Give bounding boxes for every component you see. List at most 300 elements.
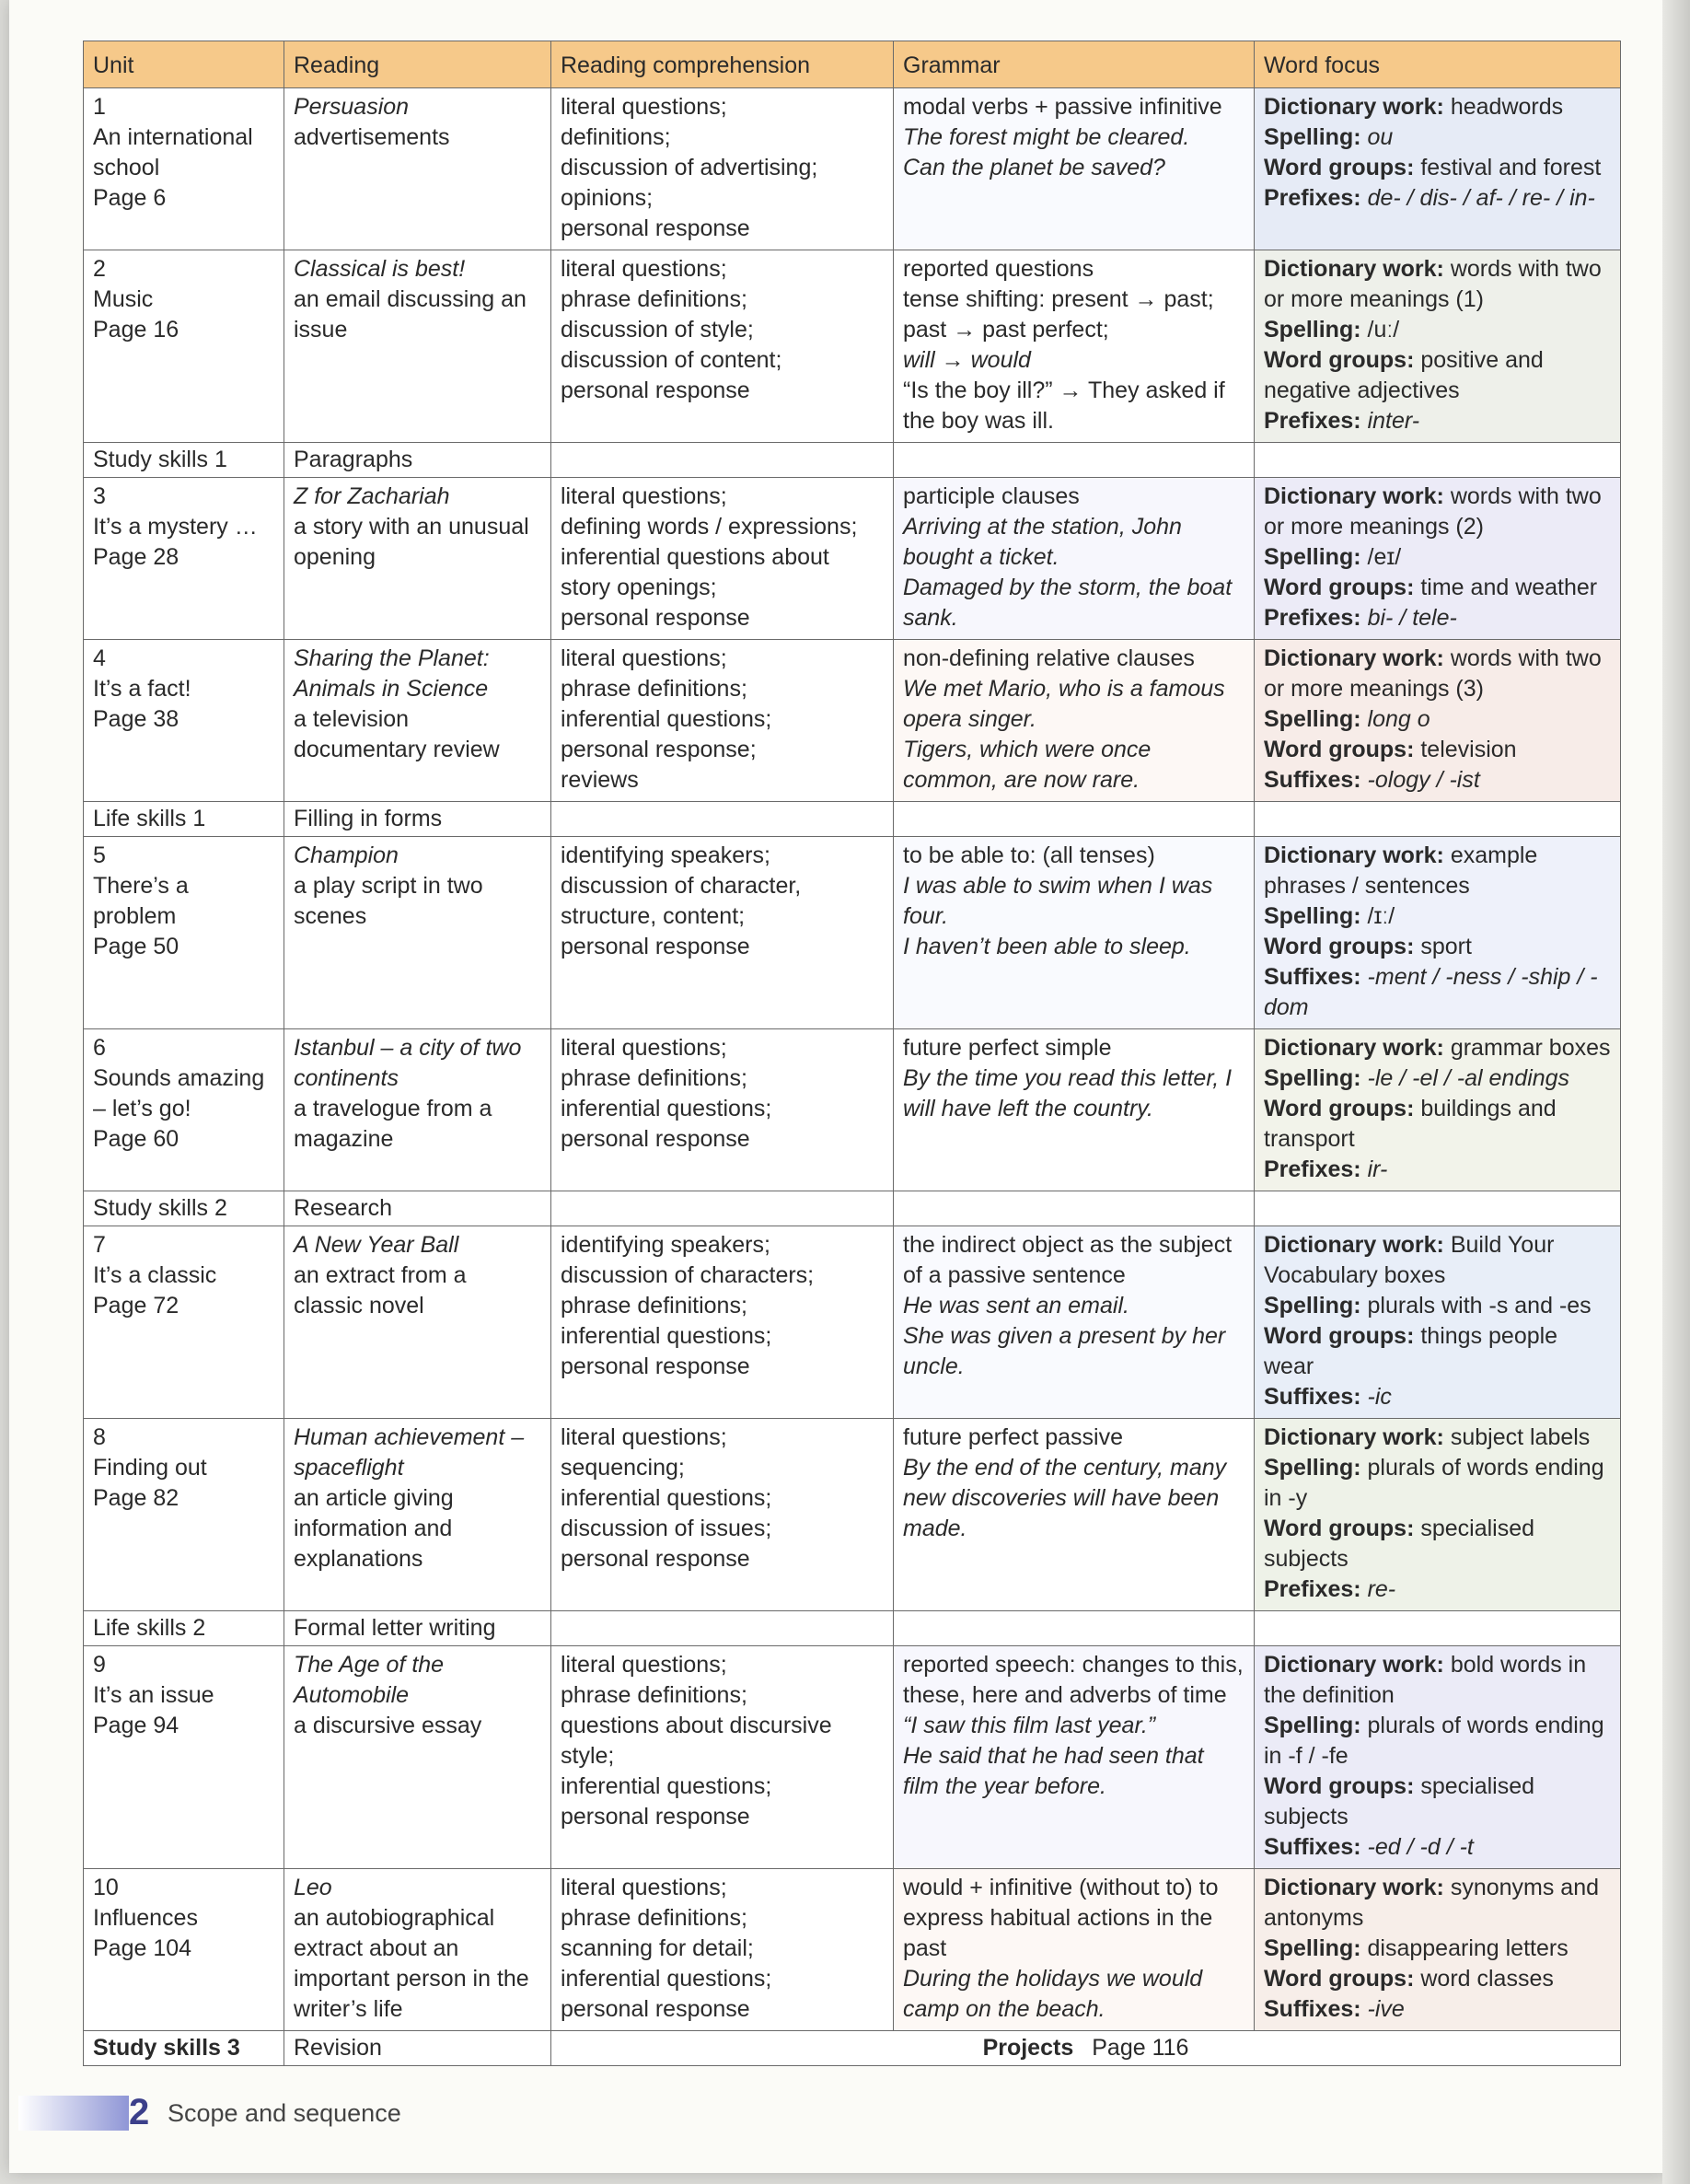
- comprehension-line: personal response: [561, 1546, 750, 1572]
- word-focus-value: -le / -el / -al endings: [1367, 1065, 1570, 1091]
- header-grammar: Grammar: [894, 41, 1255, 88]
- reading-cell: [284, 88, 551, 250]
- word-focus-value: positive and negative adjectives: [1264, 347, 1544, 403]
- word-focus-value: synonyms and antonyms: [1264, 1875, 1600, 1931]
- grammar-line: By the end of the century, many new discoveries will have been made.: [903, 1455, 1227, 1541]
- unit-row: [84, 1029, 1621, 1191]
- word-focus-label: Word groups:: [1264, 1516, 1415, 1541]
- word-focus-cell: [1255, 1869, 1621, 2031]
- word-focus-value: -ive: [1367, 1996, 1405, 2022]
- reading-line: Z for Zachariah: [294, 483, 450, 509]
- word-focus-value: subject labels: [1450, 1424, 1591, 1450]
- grammar-cell: [894, 1029, 1255, 1191]
- scope-table: [83, 41, 1621, 2066]
- unit-cell: [84, 88, 284, 250]
- word-focus-line: [1264, 183, 1611, 214]
- word-focus-label: Prefixes:: [1264, 605, 1361, 631]
- page-footer: [18, 2090, 939, 2136]
- word-focus-line: [1264, 1711, 1611, 1772]
- word-focus-cell: [1255, 478, 1621, 640]
- skills-label: Life skills 1: [84, 802, 284, 837]
- final-skills-label: Study skills 3: [84, 2031, 284, 2066]
- grammar-line: tense shifting: present → past; past → past perfect;: [903, 286, 1214, 343]
- comprehension-cell: [551, 837, 894, 1029]
- word-focus-line: [1264, 644, 1611, 704]
- word-focus-value: bi- / tele-: [1367, 605, 1457, 631]
- reading-line: an autobiographical extract about an important person in the writer’s life: [294, 1905, 529, 2022]
- word-focus-label: Spelling:: [1264, 903, 1361, 929]
- reading-cell: [284, 478, 551, 640]
- word-focus-cell: [1255, 88, 1621, 250]
- reading-line: A New Year Ball: [294, 1232, 459, 1258]
- comprehension-line: inferential questions about story openings;: [561, 544, 829, 600]
- unit-cell: [84, 1029, 284, 1191]
- grammar-line: will → would: [903, 347, 1031, 373]
- grammar-cell: [894, 1646, 1255, 1869]
- word-focus-label: Dictionary work:: [1264, 1035, 1444, 1061]
- word-focus-label: Suffixes:: [1264, 1384, 1361, 1410]
- grammar-cell: [894, 88, 1255, 250]
- reading-line: a television documentary review: [294, 706, 500, 762]
- word-focus-label: Prefixes:: [1264, 1156, 1361, 1182]
- comprehension-line: literal questions;: [561, 1424, 727, 1450]
- grammar-line: would + infinitive (without to) to express habitual actions in the past: [903, 1875, 1219, 1961]
- word-focus-label: Spelling:: [1264, 1293, 1361, 1319]
- header-row: [84, 41, 1621, 88]
- empty-cell: [894, 802, 1255, 837]
- reading-line: a story with an unusual opening: [294, 514, 529, 570]
- word-focus-value: /ɪː/: [1367, 903, 1395, 929]
- word-focus-value: de- / dis- / af- / re- / in-: [1367, 185, 1595, 211]
- word-focus-line: [1264, 1574, 1611, 1605]
- grammar-line: She was given a present by her uncle.: [903, 1323, 1226, 1379]
- empty-cell: [551, 443, 894, 478]
- comprehension-line: discussion of content;: [561, 347, 782, 373]
- comprehension-line: discussion of characters;: [561, 1262, 815, 1288]
- reading-cell: [284, 1029, 551, 1191]
- word-focus-line: [1264, 1514, 1611, 1574]
- unit-title: It’s a classic: [93, 1262, 217, 1288]
- word-focus-label: Suffixes:: [1264, 1996, 1361, 2022]
- grammar-line: non-defining relative clauses: [903, 645, 1195, 671]
- word-focus-line: [1264, 1423, 1611, 1453]
- reading-line: Persuasion: [294, 94, 410, 120]
- empty-cell: [1255, 802, 1621, 837]
- comprehension-cell: [551, 1869, 894, 2031]
- table-body: [84, 88, 1621, 2066]
- unit-cell: [84, 250, 284, 443]
- comprehension-line: literal questions;: [561, 1652, 727, 1678]
- word-focus-value: television: [1420, 737, 1517, 762]
- word-focus-cell: [1255, 1646, 1621, 1869]
- word-focus-label: Spelling:: [1264, 544, 1361, 570]
- word-focus-cell: [1255, 837, 1621, 1029]
- unit-row: [84, 478, 1621, 640]
- unit-cell: [84, 1419, 284, 1611]
- word-focus-value: inter-: [1367, 408, 1420, 434]
- comprehension-line: discussion of issues;: [561, 1516, 772, 1541]
- word-focus-label: Dictionary work:: [1264, 483, 1444, 509]
- header-reading-comprehension: Reading comprehension: [551, 41, 894, 88]
- page-number: 2: [129, 2092, 150, 2132]
- header-reading: Reading: [284, 41, 551, 88]
- word-focus-line: [1264, 1033, 1611, 1063]
- unit-title: An international school: [93, 124, 253, 180]
- grammar-cell: [894, 640, 1255, 802]
- grammar-line: Can the planet be saved?: [903, 155, 1165, 180]
- unit-title: Influences: [93, 1905, 198, 1931]
- empty-cell: [551, 1191, 894, 1226]
- comprehension-line: personal response: [561, 215, 750, 241]
- unit-cell: [84, 837, 284, 1029]
- word-focus-value: plurals of words ending in -y: [1264, 1455, 1604, 1511]
- unit-page: Page 60: [93, 1126, 179, 1152]
- word-focus-line: [1264, 1650, 1611, 1711]
- unit-page: Page 94: [93, 1713, 179, 1738]
- skills-row: [84, 443, 1621, 478]
- unit-page: Page 82: [93, 1485, 179, 1511]
- unit-title: It’s an issue: [93, 1682, 214, 1708]
- word-focus-line: [1264, 573, 1611, 603]
- word-focus-value: word classes: [1420, 1966, 1554, 1992]
- comprehension-line: reviews: [561, 767, 639, 793]
- word-focus-line: [1264, 1994, 1611, 2025]
- word-focus-line: [1264, 542, 1611, 573]
- comprehension-line: personal response: [561, 1353, 750, 1379]
- header-word-focus: Word focus: [1255, 41, 1621, 88]
- grammar-line: future perfect simple: [903, 1035, 1112, 1061]
- comprehension-line: identifying speakers;: [561, 842, 770, 868]
- unit-row: [84, 250, 1621, 443]
- comprehension-cell: [551, 1029, 894, 1191]
- word-focus-label: Dictionary work:: [1264, 1232, 1444, 1258]
- word-focus-value: festival and forest: [1420, 155, 1602, 180]
- word-focus-line: [1264, 704, 1611, 735]
- word-focus-label: Word groups:: [1264, 934, 1415, 959]
- grammar-cell: [894, 837, 1255, 1029]
- header-unit: Unit: [84, 41, 284, 88]
- comprehension-line: personal response: [561, 934, 750, 959]
- comprehension-line: personal response: [561, 605, 750, 631]
- comprehension-line: discussion of advertising;: [561, 155, 818, 180]
- reading-line: an email discussing an issue: [294, 286, 527, 343]
- comprehension-line: inferential questions;: [561, 706, 772, 732]
- comprehension-line: discussion of style;: [561, 317, 754, 343]
- unit-page: Page 104: [93, 1935, 192, 1961]
- comprehension-line: inferential questions;: [561, 1485, 772, 1511]
- unit-row: [84, 1646, 1621, 1869]
- unit-row: [84, 1869, 1621, 2031]
- word-focus-label: Spelling:: [1264, 124, 1361, 150]
- unit-row: [84, 88, 1621, 250]
- grammar-line: Arriving at the station, John bought a ticket.: [903, 514, 1182, 570]
- word-focus-value: ir-: [1367, 1156, 1388, 1182]
- word-focus-line: [1264, 1291, 1611, 1321]
- unit-cell: [84, 1869, 284, 2031]
- word-focus-line: [1264, 406, 1611, 436]
- unit-row: [84, 640, 1621, 802]
- comprehension-line: phrase definitions;: [561, 1065, 747, 1091]
- word-focus-line: [1264, 153, 1611, 183]
- word-focus-line: [1264, 932, 1611, 962]
- grammar-line: the indirect object as the subject of a passive sentence: [903, 1232, 1233, 1288]
- page: [9, 0, 1666, 2173]
- word-focus-label: Dictionary work:: [1264, 256, 1444, 282]
- word-focus-line: [1264, 1772, 1611, 1832]
- word-focus-line: [1264, 1832, 1611, 1863]
- word-focus-label: Suffixes:: [1264, 964, 1361, 990]
- unit-row: [84, 1226, 1621, 1419]
- comprehension-line: phrase definitions;: [561, 286, 747, 312]
- word-focus-value: things people wear: [1264, 1323, 1558, 1379]
- unit-cell: [84, 1226, 284, 1419]
- reading-line: Leo: [294, 1875, 332, 1900]
- word-focus-label: Prefixes:: [1264, 408, 1361, 434]
- reading-line: Classical is best!: [294, 256, 466, 282]
- unit-page: Page 16: [93, 317, 179, 343]
- unit-row: [84, 1419, 1621, 1611]
- word-focus-cell: [1255, 1226, 1621, 1419]
- comprehension-line: opinions;: [561, 185, 654, 211]
- word-focus-line: [1264, 345, 1611, 406]
- comprehension-line: personal response: [561, 1126, 750, 1152]
- word-focus-value: long o: [1367, 706, 1430, 732]
- word-focus-value: /uː/: [1367, 317, 1400, 343]
- comprehension-line: phrase definitions;: [561, 676, 747, 702]
- unit-number: 7: [93, 1232, 106, 1258]
- word-focus-line: [1264, 482, 1611, 542]
- comprehension-cell: [551, 1419, 894, 1611]
- comprehension-line: phrase definitions;: [561, 1682, 747, 1708]
- grammar-line: “Is the boy ill?” → They asked if the boy was ill.: [903, 378, 1225, 434]
- word-focus-line: [1264, 1155, 1611, 1185]
- comprehension-line: defining words / expressions;: [561, 514, 858, 540]
- skills-row: [84, 802, 1621, 837]
- word-focus-value: re-: [1367, 1576, 1396, 1602]
- unit-title: It’s a mystery …: [93, 514, 258, 540]
- unit-number: 1: [93, 94, 106, 120]
- word-focus-label: Spelling:: [1264, 1455, 1361, 1481]
- word-focus-line: [1264, 1873, 1611, 1934]
- reading-cell: [284, 1226, 551, 1419]
- comprehension-line: literal questions;: [561, 645, 727, 671]
- word-focus-label: Spelling:: [1264, 1065, 1361, 1091]
- projects-label: Projects: [982, 2035, 1074, 2061]
- unit-title: There’s a problem: [93, 873, 189, 929]
- skills-reading: Paragraphs: [284, 443, 551, 478]
- comprehension-line: literal questions;: [561, 94, 727, 120]
- word-focus-line: [1264, 1321, 1611, 1382]
- grammar-line: I was able to swim when I was four.: [903, 873, 1213, 929]
- grammar-line: During the holidays we would camp on the beach.: [903, 1966, 1203, 2022]
- reading-line: an extract from a classic novel: [294, 1262, 467, 1319]
- unit-cell: [84, 478, 284, 640]
- unit-number: 8: [93, 1424, 106, 1450]
- word-focus-line: [1264, 1964, 1611, 1994]
- unit-number: 6: [93, 1035, 106, 1061]
- comprehension-line: literal questions;: [561, 1875, 727, 1900]
- word-focus-label: Word groups:: [1264, 737, 1415, 762]
- word-focus-label: Word groups:: [1264, 155, 1415, 180]
- comprehension-cell: [551, 1646, 894, 1869]
- grammar-cell: [894, 1419, 1255, 1611]
- comprehension-line: inferential questions;: [561, 1966, 772, 1992]
- grammar-line: reported questions: [903, 256, 1094, 282]
- comprehension-line: personal response: [561, 1804, 750, 1830]
- unit-page: Page 28: [93, 544, 179, 570]
- word-focus-line: [1264, 122, 1611, 153]
- unit-row: [84, 837, 1621, 1029]
- grammar-line: participle clauses: [903, 483, 1080, 509]
- grammar-line: future perfect passive: [903, 1424, 1124, 1450]
- word-focus-value: Build Your Vocabulary boxes: [1264, 1232, 1555, 1288]
- reading-line: The Age of the Automobile: [294, 1652, 445, 1708]
- word-focus-value: grammar boxes: [1450, 1035, 1611, 1061]
- reading-cell: [284, 1419, 551, 1611]
- comprehension-line: literal questions;: [561, 1035, 727, 1061]
- comprehension-line: questions about discursive style;: [561, 1713, 832, 1769]
- word-focus-line: [1264, 1382, 1611, 1412]
- comprehension-line: inferential questions;: [561, 1096, 772, 1121]
- word-focus-line: [1264, 92, 1611, 122]
- skills-label: Life skills 2: [84, 1611, 284, 1646]
- comprehension-cell: [551, 478, 894, 640]
- unit-number: 4: [93, 645, 106, 671]
- final-row: [84, 2031, 1621, 2066]
- reading-cell: [284, 250, 551, 443]
- unit-number: 9: [93, 1652, 106, 1678]
- comprehension-cell: [551, 88, 894, 250]
- empty-cell: [894, 1611, 1255, 1646]
- skills-reading: Formal letter writing: [284, 1611, 551, 1646]
- word-focus-label: Word groups:: [1264, 1773, 1415, 1799]
- word-focus-label: Dictionary work:: [1264, 842, 1444, 868]
- word-focus-value: words with two or more meanings (2): [1264, 483, 1602, 540]
- grammar-cell: [894, 1869, 1255, 2031]
- word-focus-line: [1264, 1063, 1611, 1094]
- word-focus-value: plurals with -s and -es: [1367, 1293, 1592, 1319]
- grammar-line: Damaged by the storm, the boat sank.: [903, 575, 1233, 631]
- word-focus-label: Dictionary work:: [1264, 1424, 1444, 1450]
- word-focus-line: [1264, 735, 1611, 765]
- reading-line: Champion: [294, 842, 399, 868]
- word-focus-label: Dictionary work:: [1264, 1652, 1444, 1678]
- word-focus-label: Dictionary work:: [1264, 1875, 1444, 1900]
- word-focus-value: headwords: [1450, 94, 1564, 120]
- reading-line: an article giving information and explanations: [294, 1485, 454, 1572]
- word-focus-label: Word groups:: [1264, 347, 1415, 373]
- reading-cell: [284, 1646, 551, 1869]
- comprehension-line: personal response;: [561, 737, 757, 762]
- comprehension-line: inferential questions;: [561, 1323, 772, 1349]
- section-title: Scope and sequence: [168, 2099, 401, 2127]
- grammar-cell: [894, 250, 1255, 443]
- reading-line: Human achievement – spaceflight: [294, 1424, 525, 1481]
- projects-page: Page 116: [1092, 2035, 1189, 2061]
- unit-number: 5: [93, 842, 106, 868]
- word-focus-label: Word groups:: [1264, 1966, 1415, 1992]
- word-focus-label: Spelling:: [1264, 317, 1361, 343]
- grammar-line: By the time you read this letter, I will have left the country.: [903, 1065, 1233, 1121]
- unit-cell: [84, 640, 284, 802]
- word-focus-value: buildings and transport: [1264, 1096, 1557, 1152]
- page-edge: [1662, 0, 1690, 2184]
- word-focus-value: plurals of words ending in -f / -fe: [1264, 1713, 1604, 1769]
- comprehension-line: sequencing;: [561, 1455, 685, 1481]
- word-focus-value: -ment / -ness / -ship / -dom: [1264, 964, 1598, 1020]
- reading-line: a discursive essay: [294, 1713, 482, 1738]
- word-focus-label: Spelling:: [1264, 706, 1361, 732]
- reading-line: Sharing the Planet: Animals in Science: [294, 645, 490, 702]
- reading-line: a travelogue from a magazine: [294, 1096, 492, 1152]
- word-focus-line: [1264, 962, 1611, 1023]
- unit-cell: [84, 1646, 284, 1869]
- unit-page: Page 72: [93, 1293, 179, 1319]
- word-focus-value: specialised subjects: [1264, 1773, 1535, 1830]
- comprehension-cell: [551, 250, 894, 443]
- unit-page: Page 50: [93, 934, 179, 959]
- grammar-line: I haven’t been able to sleep.: [903, 934, 1191, 959]
- reading-cell: [284, 1869, 551, 2031]
- word-focus-label: Word groups:: [1264, 575, 1415, 600]
- unit-number: 3: [93, 483, 106, 509]
- empty-cell: [894, 1191, 1255, 1226]
- footer-accent-bar: [18, 2096, 129, 2131]
- word-focus-label: Prefixes:: [1264, 1576, 1361, 1602]
- unit-page: Page 38: [93, 706, 179, 732]
- skills-reading: Research: [284, 1191, 551, 1226]
- skills-row: [84, 1191, 1621, 1226]
- word-focus-label: Suffixes:: [1264, 1834, 1361, 1860]
- reading-cell: [284, 640, 551, 802]
- comprehension-line: definitions;: [561, 124, 671, 150]
- grammar-cell: [894, 1226, 1255, 1419]
- word-focus-value: specialised subjects: [1264, 1516, 1535, 1572]
- final-reading: Revision: [284, 2031, 551, 2066]
- word-focus-value: ou: [1367, 124, 1394, 150]
- comprehension-line: literal questions;: [561, 256, 727, 282]
- word-focus-value: bold words in the definition: [1264, 1652, 1587, 1708]
- word-focus-cell: [1255, 1419, 1621, 1611]
- comprehension-line: literal questions;: [561, 483, 727, 509]
- skills-label: Study skills 1: [84, 443, 284, 478]
- word-focus-value: disappearing letters: [1367, 1935, 1568, 1961]
- word-focus-cell: [1255, 250, 1621, 443]
- unit-number: 10: [93, 1875, 119, 1900]
- unit-title: It’s a fact!: [93, 676, 191, 702]
- word-focus-value: time and weather: [1420, 575, 1598, 600]
- comprehension-line: phrase definitions;: [561, 1293, 747, 1319]
- skills-label: Study skills 2: [84, 1191, 284, 1226]
- comprehension-line: personal response: [561, 1996, 750, 2022]
- word-focus-label: Word groups:: [1264, 1096, 1415, 1121]
- unit-title: Music: [93, 286, 154, 312]
- word-focus-value: -ed / -d / -t: [1367, 1834, 1474, 1860]
- word-focus-value: words with two or more meanings (1): [1264, 256, 1602, 312]
- grammar-line: The forest might be cleared.: [903, 124, 1190, 150]
- grammar-line: Tigers, which were once common, are now rare.: [903, 737, 1152, 793]
- unit-title: Finding out: [93, 1455, 207, 1481]
- grammar-line: He said that he had seen that film the year before.: [903, 1743, 1204, 1799]
- comprehension-line: discussion of character, structure, content;: [561, 873, 802, 929]
- comprehension-cell: [551, 640, 894, 802]
- reading-line: a play script in two scenes: [294, 873, 483, 929]
- word-focus-value: example phrases / sentences: [1264, 842, 1538, 899]
- grammar-line: We met Mario, who is a famous opera singer.: [903, 676, 1225, 732]
- comprehension-cell: [551, 1226, 894, 1419]
- word-focus-label: Word groups:: [1264, 1323, 1415, 1349]
- empty-cell: [1255, 1611, 1621, 1646]
